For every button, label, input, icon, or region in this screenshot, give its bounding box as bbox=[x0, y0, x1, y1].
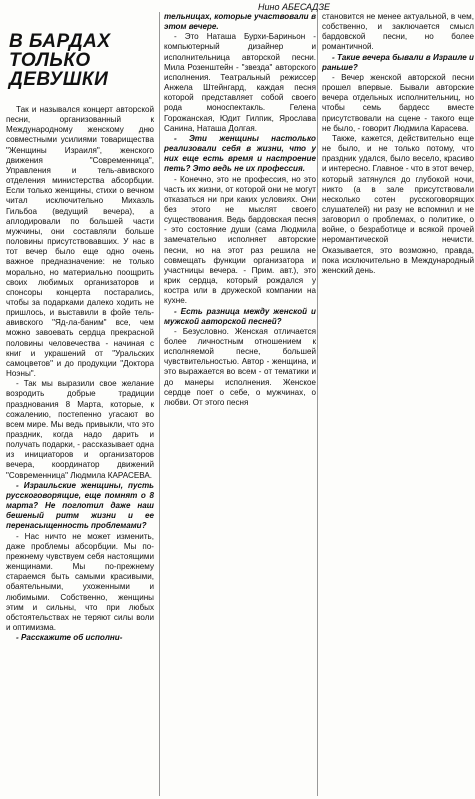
interview-question: - Эти женщины настолько реализовали себя в жизни, что у них еще есть время и настроение петь? Это ведь не их профессия. bbox=[164, 133, 316, 174]
paragraph: - Это Наташа Бурхи-Бариньон - компьютерный дизайнер и исполнительница авторской песни. Мила Розенштейн - "звезда" авторского исполнения. Театральный режиссер Анжела Штейнгард, каждая песня которой представляет собой своего рода моноспектакль. Гелена Горожанская, Юдит Гилпик, Ярослава Санина, Наташа Долгая. bbox=[164, 32, 316, 133]
article-headline bbox=[9, 32, 154, 89]
interview-question: - Израильские женщины, пусть русскоговорящие, еще помнят о 8 марта? Не поглотил даже наш бешеный ритм жизни и ее перенасыщенность проблемами? bbox=[6, 480, 154, 531]
paragraph: Также, кажется, действительно еще не было, и не только потому, что праздник удался, было весело, красиво и интересно. Главное - что в этот вечер, который затянулся до глубокой ночи, никто (а в зале присутствовали несколько сотен русскоговорящих слушателей) ни разу не вспомнил и не заговорил о проблемах, о политике, о войне, о безработице и всякой прочей неромантической нечисти. Оказывается, это возможно, правда, пока исключительно в Международный женский день. bbox=[322, 133, 474, 275]
interview-question: - Расскажите об исполни- bbox=[16, 633, 123, 643]
column-1 bbox=[6, 12, 154, 796]
column-2-body bbox=[164, 12, 316, 408]
column-2 bbox=[159, 12, 316, 796]
interview-question: - Есть разница между женской и мужской авторской песней? bbox=[164, 306, 316, 326]
paragraph: Так и назывался концерт авторской песни, организованный к Международному женскому дню совместными усилиями товарищества "Женщины Израиля", женского движения "Современница", Управления и тель-авивского отделения министерства абсорбции. Если только женщины, стихи о вечном читал исключительно Михаэль Гильбоа (ведущий вечера), а аплодировали по большей части мужчины, они составляли больше половины присутствовавших. У нас в тот вечер было еще одно очень важное предназначение: не только морально, но материально поощрить своих любимых организаторов и спонсоры концерта постарались, чтобы за подарками далеко ходить не пришлось, и выставили в фойе тель-авивского "Яд-ла-баним" все, чем можно завоевать сердца прекрасной половины человечества - начиная с книг и украшений от "Уральских самоцветов" и до продукции "Доктора Ноэны". bbox=[6, 105, 154, 379]
paragraph: становится не менее актуальной, в чем, собственно, и заключается смысл бардовской песни, но более романтичной. bbox=[322, 12, 474, 52]
paragraph: - Нас ничто не может изменить, даже проблемы абсорбции. Мы по-прежнему чувствуем себя настоящими женщинами. Мы по-прежнему стараемся быть самыми красивыми, обаятельными, ухоженными и любимыми. Собственно, женщины этим и сильны, что при любых обстоятельствах не теряют силы воли и оптимизма. bbox=[6, 531, 154, 632]
headline-line: ДЕВУШКИ bbox=[9, 69, 109, 90]
paragraph: - Вечер женской авторской песни прошел впервые. Бывали авторские вечера отдельных исполнительниц, но чтобы семь бардесс вместе присутствовали на сцене - такого еще не было, - говорит Людмила Карасева. bbox=[322, 72, 474, 133]
interview-question: - Такие вечера бывали в Израиле и раньше? bbox=[322, 52, 474, 72]
column-3 bbox=[317, 12, 474, 796]
byline: Нино АБЕСАДЗЕ bbox=[258, 2, 330, 12]
column-3-body bbox=[322, 12, 474, 276]
interview-question: тельницах, которые участвовали в этом вечере. bbox=[164, 12, 316, 32]
headline-line: В БАРДАХ bbox=[9, 31, 111, 52]
paragraph: - Безусловно. Женская отличается более личностным отношением к исполняемой песне, большей чувствительностью. Автор - женщина, и это выражается во всем - от тематики и до манеры исполнения. Женское сердце поет о себе, о мужчинах, о любви. От этого песня bbox=[164, 326, 316, 407]
column-1-body bbox=[6, 105, 154, 643]
paragraph: - Конечно, это не профессия, но это часть их жизни, от которой они не могут отказаться ни при каких условиях. Они без этого не мыслят своего существования. Ведь бардовская песня - это состояние души (сама Людмила замечательно исполняет авторские песни, но на этот раз решила не совмещать функции организатора и участницы вечера. - Прим. авт.), это крик сердца, который рождался у костра или в дружеской компании на кухне. bbox=[164, 174, 316, 306]
headline-line: ТОЛЬКО bbox=[9, 50, 91, 71]
paragraph: - Так мы выразили свое желание возродить добрые традиции празднования 8 Марта, которые, к сожалению, постепенно угасают во всем мире. Мы ведь привыкли, что это праздник, когда надо дарить и получать подарки, - рассказывает одна из инициаторов и организаторов вечера, координатор движений "Современница" Людмила КАРАСЕВА. bbox=[6, 379, 154, 480]
